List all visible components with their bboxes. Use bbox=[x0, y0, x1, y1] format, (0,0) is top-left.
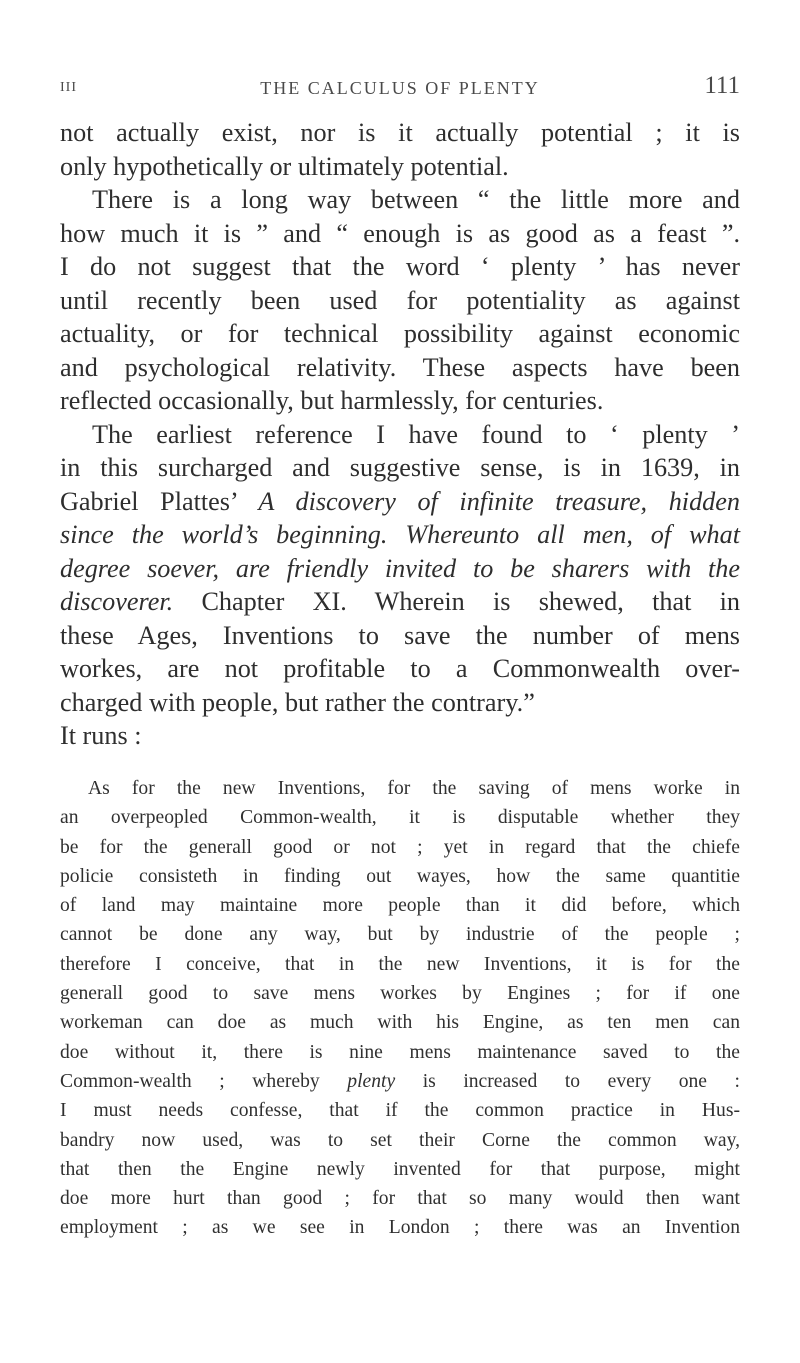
quote-line: an overpeopled Common-wealth, it is disputable whether they bbox=[60, 807, 740, 829]
text-line: Gabriel Plattes’ A discovery of infinite treasure, hidden bbox=[60, 486, 740, 516]
text-line: and psychological relativity. These aspects have been bbox=[60, 352, 740, 382]
text-line: actuality, or for technical possibility against economic bbox=[60, 319, 740, 348]
text-line: There is a long way between “ the little more and bbox=[92, 185, 740, 214]
book-title-italic: A discovery of infinite treasure, hidden bbox=[258, 486, 740, 516]
main-paragraph bbox=[60, 116, 740, 753]
running-title: THE CALCULUS OF PLENTY bbox=[260, 78, 540, 98]
quote-line: I must needs confesse, that if the common practice in Hus- bbox=[60, 1100, 740, 1122]
quote-line: therefore I conceive, that in the new Inventions, it is for the bbox=[60, 953, 740, 975]
quote-line: As for the new Inventions, for the saving of mens worke in bbox=[88, 778, 740, 799]
text-line: workes, are not profitable to a Commonwealth over- bbox=[60, 654, 740, 683]
quote-line: bandry now used, was to set their Corne the common way, bbox=[60, 1129, 740, 1151]
quote-line: doe without it, there is nine mens maintenance saved to the bbox=[60, 1041, 740, 1063]
quote-line: employment ; as we see in London ; there was an Invention bbox=[60, 1217, 740, 1239]
chapter-numeral: III bbox=[60, 80, 77, 95]
running-head bbox=[60, 72, 740, 100]
text-line: It runs : bbox=[60, 721, 142, 750]
quote-line: cannot be done any way, but by industrie of the people ; bbox=[60, 924, 740, 946]
quote-line: Common-wealth ; whereby plenty is increased to every one : bbox=[60, 1070, 740, 1092]
quote-line: generall good to save mens workes by Engines ; for if one bbox=[60, 983, 740, 1005]
quote-line: be for the generall good or not ; yet in regard that the chiefe bbox=[60, 836, 740, 858]
text-line: discoverer. Chapter XI. Wherein is shewed, that in bbox=[60, 587, 740, 616]
book-title-italic: degree soever, are friendly invited to be sharers with the bbox=[60, 553, 740, 583]
text-line: in this surcharged and suggestive sense, is in 1639, in bbox=[60, 453, 740, 482]
quote-line: policie consisteth in finding out wayes, how the same quantitie bbox=[60, 865, 740, 887]
text-line: charged with people, but rather the contrary.” bbox=[60, 687, 535, 717]
emphasis-plenty: plenty bbox=[347, 1070, 396, 1092]
text-line: The earliest reference I have found to ‘ plenty ’ bbox=[92, 419, 740, 449]
page-number: 111 bbox=[704, 72, 740, 99]
quote-line: doe more hurt than good ; for that so many would then want bbox=[60, 1188, 740, 1210]
text-line: how much it is ” and “ enough is as good as a feast ”. bbox=[60, 218, 740, 248]
text-line: not actually exist, nor is it actually potential ; it is bbox=[60, 118, 740, 147]
text-line: I do not suggest that the word ‘ plenty ’ has never bbox=[60, 252, 740, 281]
book-title-italic: since the world’s beginning. Whereunto all men, of what bbox=[60, 520, 740, 549]
quote-line: that then the Engine newly invented for that purpose, might bbox=[60, 1158, 740, 1180]
block-quote bbox=[60, 774, 740, 1243]
quote-line: workeman can doe as much with his Engine, as ten men can bbox=[60, 1012, 740, 1034]
text-line: only hypothetically or ultimately potential. bbox=[60, 151, 509, 181]
quote-line: of land may maintaine more people than it did before, which bbox=[60, 895, 740, 917]
text-line: reflected occasionally, but harmlessly, for centuries. bbox=[60, 386, 604, 415]
book-title-italic: discoverer. bbox=[60, 587, 174, 616]
text-line: until recently been used for potentiality as against bbox=[60, 285, 740, 315]
text-line: these Ages, Inventions to save the number of mens bbox=[60, 620, 740, 650]
